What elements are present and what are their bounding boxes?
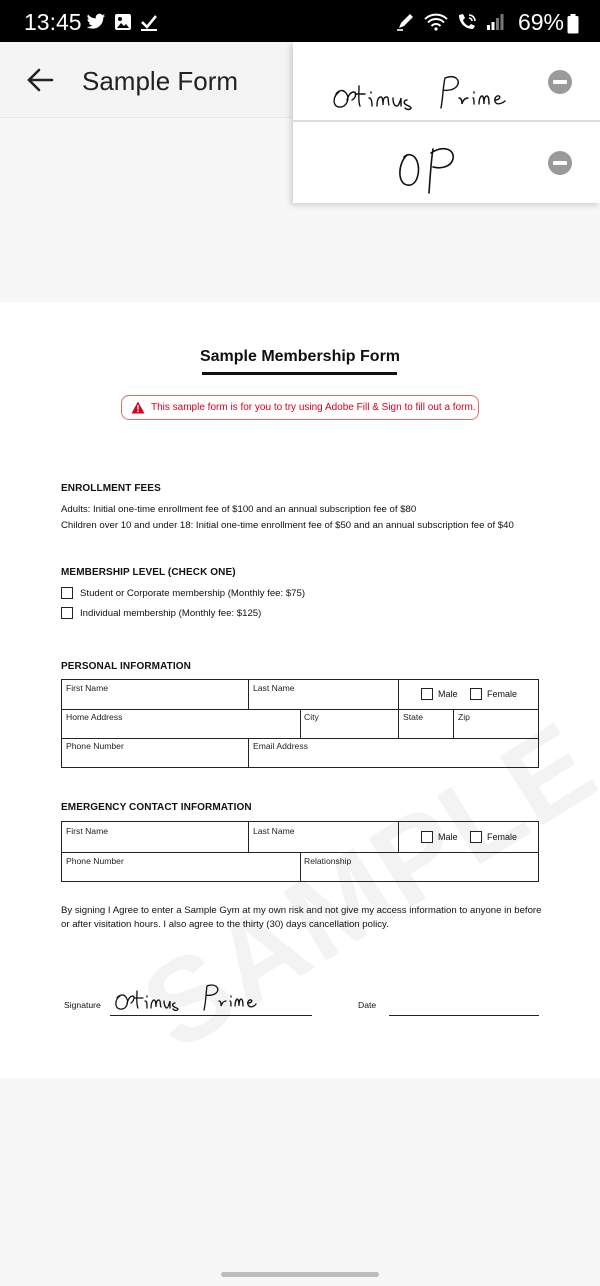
pen-icon xyxy=(396,13,416,31)
city-field[interactable]: City xyxy=(304,712,319,722)
title-underline xyxy=(202,372,397,375)
agreement-line: By signing I Agree to enter a Sample Gym at my own risk and not give my access information to anyone in before xyxy=(61,905,542,916)
alert-text: This sample form is for you to try using Adobe Fill & Sign to fill out a form. xyxy=(151,402,476,413)
date-field[interactable] xyxy=(389,1015,539,1016)
emergency-phone-field[interactable]: Phone Number xyxy=(66,856,124,866)
signature-label: Signature xyxy=(64,1000,101,1010)
phone-field[interactable]: Phone Number xyxy=(66,741,124,751)
status-time: 13:45 xyxy=(24,9,82,35)
table-rule xyxy=(453,709,454,738)
table-rule xyxy=(62,738,538,739)
emergency-female-option[interactable] xyxy=(470,831,517,843)
last-name-field[interactable]: Last Name xyxy=(253,683,295,693)
arrow-left-icon[interactable] xyxy=(24,64,56,96)
personal-heading: PERSONAL INFORMATION xyxy=(61,661,191,672)
emergency-heading: EMERGENCY CONTACT INFORMATION xyxy=(61,802,252,813)
table-rule xyxy=(300,709,301,738)
female-option[interactable] xyxy=(470,688,517,700)
table-rule xyxy=(248,822,249,852)
battery-percent: 69% xyxy=(517,9,564,35)
table-rule xyxy=(248,738,249,767)
state-field[interactable]: State xyxy=(403,712,424,722)
document-page[interactable] xyxy=(0,302,600,1078)
membership-option[interactable] xyxy=(61,587,305,599)
male-label: Male xyxy=(438,689,458,699)
remove-initials-button[interactable] xyxy=(548,151,572,175)
email-field[interactable]: Email Address xyxy=(253,741,308,751)
document-title: Sample Membership Form xyxy=(199,348,401,365)
membership-heading: MEMBERSHIP LEVEL (CHECK ONE) xyxy=(61,567,236,578)
date-label: Date xyxy=(358,1000,377,1010)
first-name-field[interactable]: First Name xyxy=(66,683,109,693)
membership-option-label: Student or Corporate membership (Monthly fee: $75) xyxy=(80,587,306,599)
relationship-field[interactable]: Relationship xyxy=(304,856,352,866)
home-indicator[interactable] xyxy=(221,1272,379,1277)
saved-signature-item[interactable] xyxy=(293,42,600,122)
saved-signature-handwriting xyxy=(327,70,517,114)
personal-info-table xyxy=(61,679,539,768)
emergency-male-option[interactable] xyxy=(421,831,458,843)
emergency-last-name-field[interactable]: Last Name xyxy=(253,826,295,836)
membership-option-label: Individual membership (Monthly fee: $125) xyxy=(80,607,262,619)
checkmark-icon xyxy=(140,13,158,31)
table-rule xyxy=(398,709,399,738)
emergency-first-name-field[interactable]: First Name xyxy=(66,826,109,836)
emergency-male-checkbox[interactable] xyxy=(421,831,433,843)
status-right-icons xyxy=(396,13,504,31)
warning-icon xyxy=(131,401,145,414)
enrollment-heading: ENROLLMENT FEES xyxy=(61,483,161,494)
signature-panel xyxy=(293,42,600,203)
emergency-female-checkbox[interactable] xyxy=(470,831,482,843)
membership-checkbox[interactable] xyxy=(61,607,73,619)
signature-line xyxy=(110,1015,312,1016)
enrollment-line: Children over 10 and under 18: Initial one-time enrollment fee of $50 and an annual subscription fee of $40 xyxy=(61,520,514,531)
saved-initials-handwriting xyxy=(393,131,463,201)
agreement-line: or after visitation hours. I also agree to the thirty (30) days cancellation policy. xyxy=(61,919,389,930)
table-rule xyxy=(248,680,249,709)
home-address-field[interactable]: Home Address xyxy=(66,712,123,722)
enrollment-line: Adults: Initial one-time enrollment fee of $100 and an annual subscription fee of $80 xyxy=(61,504,417,515)
emergency-female-label: Female xyxy=(487,832,518,842)
table-rule xyxy=(398,680,399,709)
placed-signature[interactable] xyxy=(112,980,272,1016)
sample-alert xyxy=(121,395,479,420)
membership-checkbox[interactable] xyxy=(61,587,73,599)
zip-field[interactable]: Zip xyxy=(458,712,470,722)
emergency-male-label: Male xyxy=(438,832,458,842)
male-checkbox[interactable] xyxy=(421,688,433,700)
emergency-contact-table xyxy=(61,821,539,882)
female-label: Female xyxy=(487,689,518,699)
twitter-icon xyxy=(86,13,106,31)
male-option[interactable] xyxy=(421,688,458,700)
female-checkbox[interactable] xyxy=(470,688,482,700)
table-rule xyxy=(398,822,399,852)
remove-signature-button[interactable] xyxy=(548,70,572,94)
gallery-icon xyxy=(114,13,132,31)
table-rule xyxy=(300,852,301,881)
wifi-icon xyxy=(424,13,448,31)
battery-icon xyxy=(567,14,579,34)
membership-option[interactable] xyxy=(61,607,261,619)
status-left-icons xyxy=(86,13,158,31)
saved-initials-item[interactable] xyxy=(293,123,600,203)
wifi-calling-icon xyxy=(456,13,478,31)
status-bar xyxy=(0,0,600,42)
signal-icon xyxy=(486,13,504,31)
app-title: Sample Form xyxy=(82,66,239,96)
